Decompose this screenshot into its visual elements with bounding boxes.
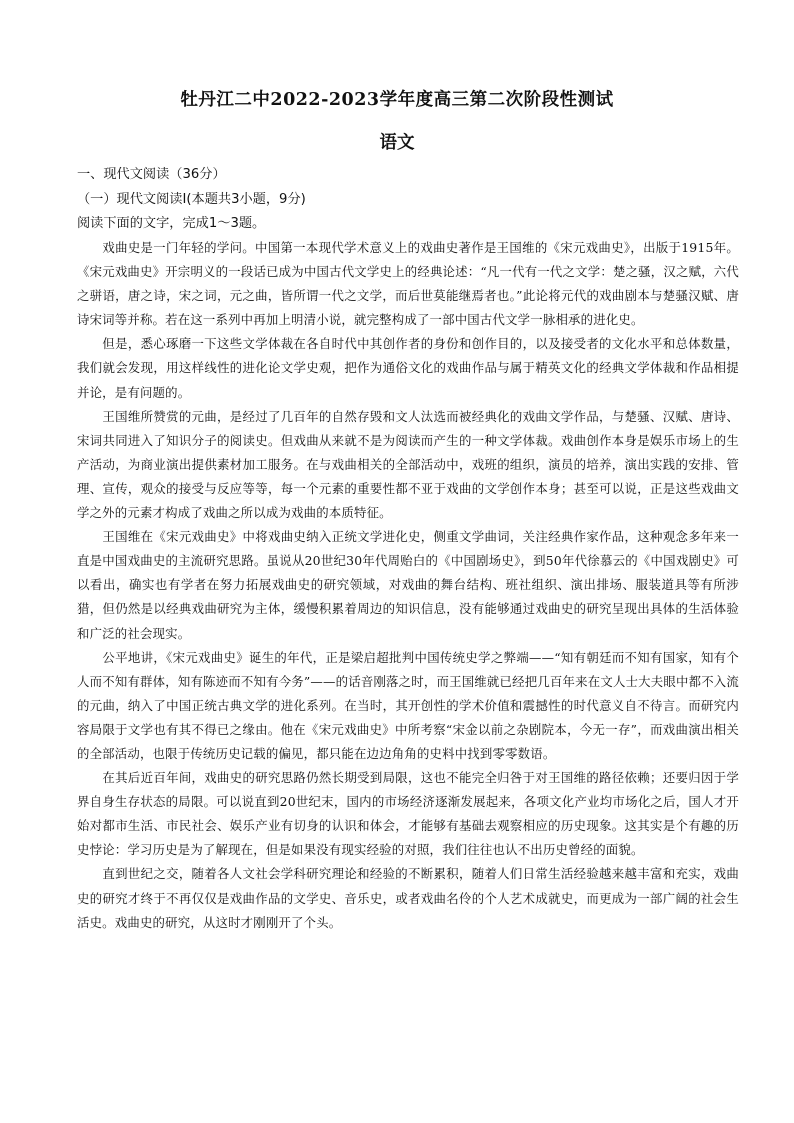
passage-paragraph: 公平地讲，《宋元戏曲史》诞生的年代，正是梁启超批判中国传统史学之弊端——“知有朝廷而不知有国家，知有个人而不知有群体，知有陈迹而不知有今务”——的话音刚落之时，而王国维就已经把几百年来在文人士大夫眼中都不入流的元曲，纳入了中国正统古典文学的进化系列。在当时，其开创性的学术价值和震撼性的时代意义自不待言。而研究内容局限于文学也有其不得已之缘由。他在《宋元戏曲史》中所考察“宋金以前之杂剧院本，今无一存”，而戏曲演出相关的全部活动，也限于传统历史记载的偏见，都只能在边边角角的史料中找到零零数语。 [77,649,739,761]
reading-instruction: 阅读下面的文字，完成1～3题。 [77,216,266,231]
passage-paragraph: 王国维在《宋元戏曲史》中将戏曲史纳入正统文学进化史，侧重文学曲词，关注经典作家作品，这种观念多年来一直是中国戏曲史的主流研究思路。虽说从20世纪30年代周贻白的《中国剧场史》，到50年代徐慕云的《中国戏剧史》可以看出，确实也有学者在努力拓展戏曲史的研究领域，对戏曲的舞台结构、班社组织、演出排场、服装道具等有所涉猎，但仍然是以经典戏曲研究为主体，缓慢积累着周边的知识信息，没有能够通过戏曲史的研究呈现出具体的生活体验和广泛的社会现实。 [77,529,739,641]
subsection-heading: （一）现代文阅读Ⅰ(本题共3小题，9分) [77,192,306,207]
passage-paragraph: 王国维所赞赏的元曲，是经过了几百年的自然存毁和文人汰选而被经典化的戏曲文学作品，与楚骚、汉赋、唐诗、宋词共同进入了知识分子的阅读史。但戏曲从来就不是为阅读而产生的一种文学体裁。戏曲创作本身是娱乐市场上的生产活动，为商业演出提供素材加工服务。在与戏曲相关的全部活动中，戏班的组织，演员的培养，演出实践的安排、管理、宣传，观众的接受与反应等等，每一个元素的重要性都不亚于戏曲的文学创作本身；甚至可以说，正是这些戏曲文学之外的元素才构成了戏曲之所以成为戏曲的本质特征。 [77,408,739,521]
passage-paragraph: 戏曲史是一门年轻的学问。中国第一本现代学术意义上的戏曲史著作是王国维的《宋元戏曲史》，出版于1915年。《宋元戏曲史》开宗明义的一段话已成为中国古代文学史上的经典论述：“凡一代有一代之文学：楚之骚，汉之赋，六代之骈语，唐之诗，宋之词，元之曲，皆所谓一代之文学，而后世莫能继焉者也。”此论将元代的戏曲剧本与楚骚汉赋、唐诗宋词等并称。若在这一系列中再加上明清小说，就完整构成了一部中国古代文学一脉相承的进化史。 [77,240,739,328]
section-heading: 一、现代文阅读（36分） [77,167,226,182]
subject-title: 语文 [379,133,415,153]
passage-paragraph: 在其后近百年间，戏曲史的研究思路仍然长期受到局限，这也不能完全归咎于对王国维的路径依赖；还要归因于学界自身生存状态的局限。可以说直到20世纪末，国内的市场经济逐渐发展起来，各项文化产业均市场化之后，国人才开始对都市生活、市民社会、娱乐产业有切身的认识和体会，才能够有基础去观察相应的历史现象。这其实是个有趣的历史悖论：学习历史是为了解现在，但是如果没有现实经验的对照，我们往往也认不出历史曾经的面貌。 [77,770,739,858]
passage-paragraph: 直到世纪之交，随着各人文社会学科研究理论和经验的不断累积，随着人们日常生活经验越来越丰富和充实，戏曲史的研究才终于不再仅仅是戏曲作品的文学史、音乐史，或者戏曲名伶的个人艺术成就史，而更成为一部广阔的社会生活史。戏曲史的研究，从这时才刚刚开了个头。 [77,866,739,930]
exam-title: 牡丹江二中2022-2023学年度高三第二次阶段性测试 [180,90,614,110]
reading-passage [77,236,739,935]
passage-paragraph: 但是，悉心琢磨一下这些文学体裁在各自时代中其创作者的身份和创作目的，以及接受者的文化水平和总体数量，我们就会发现，用这样线性的进化论文学史观，把作为通俗文化的戏曲作品与属于精英文化的经典文学体裁和作品相提并论，是有问题的。 [77,336,739,400]
